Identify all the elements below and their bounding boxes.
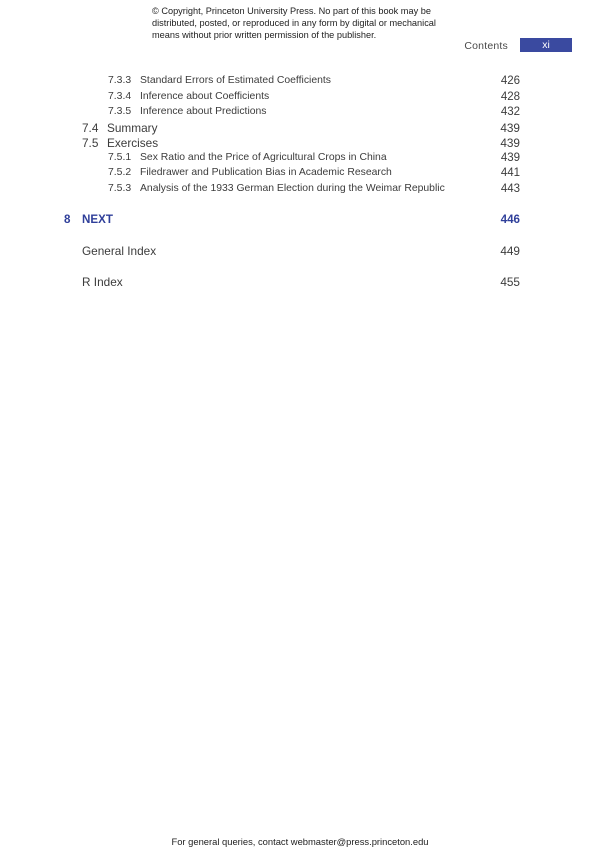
toc-entry-page: 439 [500, 121, 520, 135]
running-head-title: Contents [464, 40, 508, 52]
toc-entry-title: Inference about Predictions [140, 106, 267, 117]
toc-entry-number: 7.5.3 [108, 183, 132, 194]
toc-index-title: General Index [82, 244, 157, 258]
toc-entry-page: 426 [500, 75, 520, 87]
toc-entry-title: Standard Errors of Estimated Coefficients [140, 75, 331, 86]
toc-entry-page: 432 [500, 106, 520, 118]
copyright-notice: © Copyright, Princeton University Press. No part of this book may be distributed, posted, or reproduced in any form by digital or mechanical means without prior written permission of the publisher. [152, 6, 436, 40]
toc-entry-title: Filedrawer and Publication Bias in Academic Research [140, 167, 392, 178]
toc-entry-number: 7.3.4 [108, 91, 132, 102]
toc-index-title: R Index [82, 275, 123, 289]
toc-chapter-title: NEXT [82, 213, 113, 226]
toc-entry-page: 443 [500, 183, 520, 195]
toc-chapter-page: 446 [500, 213, 520, 226]
page-number-badge: xi [520, 38, 572, 52]
toc-entry-title: Summary [107, 121, 158, 135]
toc-chapter-number: 8 [64, 213, 71, 226]
toc-entry-number: 7.3.5 [108, 106, 132, 117]
toc-entry-number: 7.4 [82, 121, 99, 135]
toc-index-page: 455 [500, 275, 520, 289]
toc-entry-number: 7.5.1 [108, 152, 132, 163]
toc-entry-page: 441 [500, 167, 520, 179]
footer-contact: For general queries, contact webmaster@press.princeton.edu [171, 836, 429, 847]
running-head [0, 38, 600, 53]
toc-entry-number: 7.5.2 [108, 167, 132, 178]
toc-entry-number: 7.5 [82, 136, 99, 150]
toc-entry-page: 428 [500, 91, 520, 103]
toc-entry-title: Exercises [107, 136, 159, 150]
toc-entry-title: Sex Ratio and the Price of Agricultural Crops in China [140, 152, 387, 163]
toc-entry-title: Inference about Coefficients [140, 91, 270, 102]
toc-entry-title: Analysis of the 1933 German Election during the Weimar Republic [140, 183, 445, 194]
toc-entry-page: 439 [500, 136, 520, 150]
toc-index-page: 449 [500, 244, 520, 258]
toc-entry-page: 439 [500, 152, 520, 164]
toc-entry-number: 7.3.3 [108, 75, 132, 86]
